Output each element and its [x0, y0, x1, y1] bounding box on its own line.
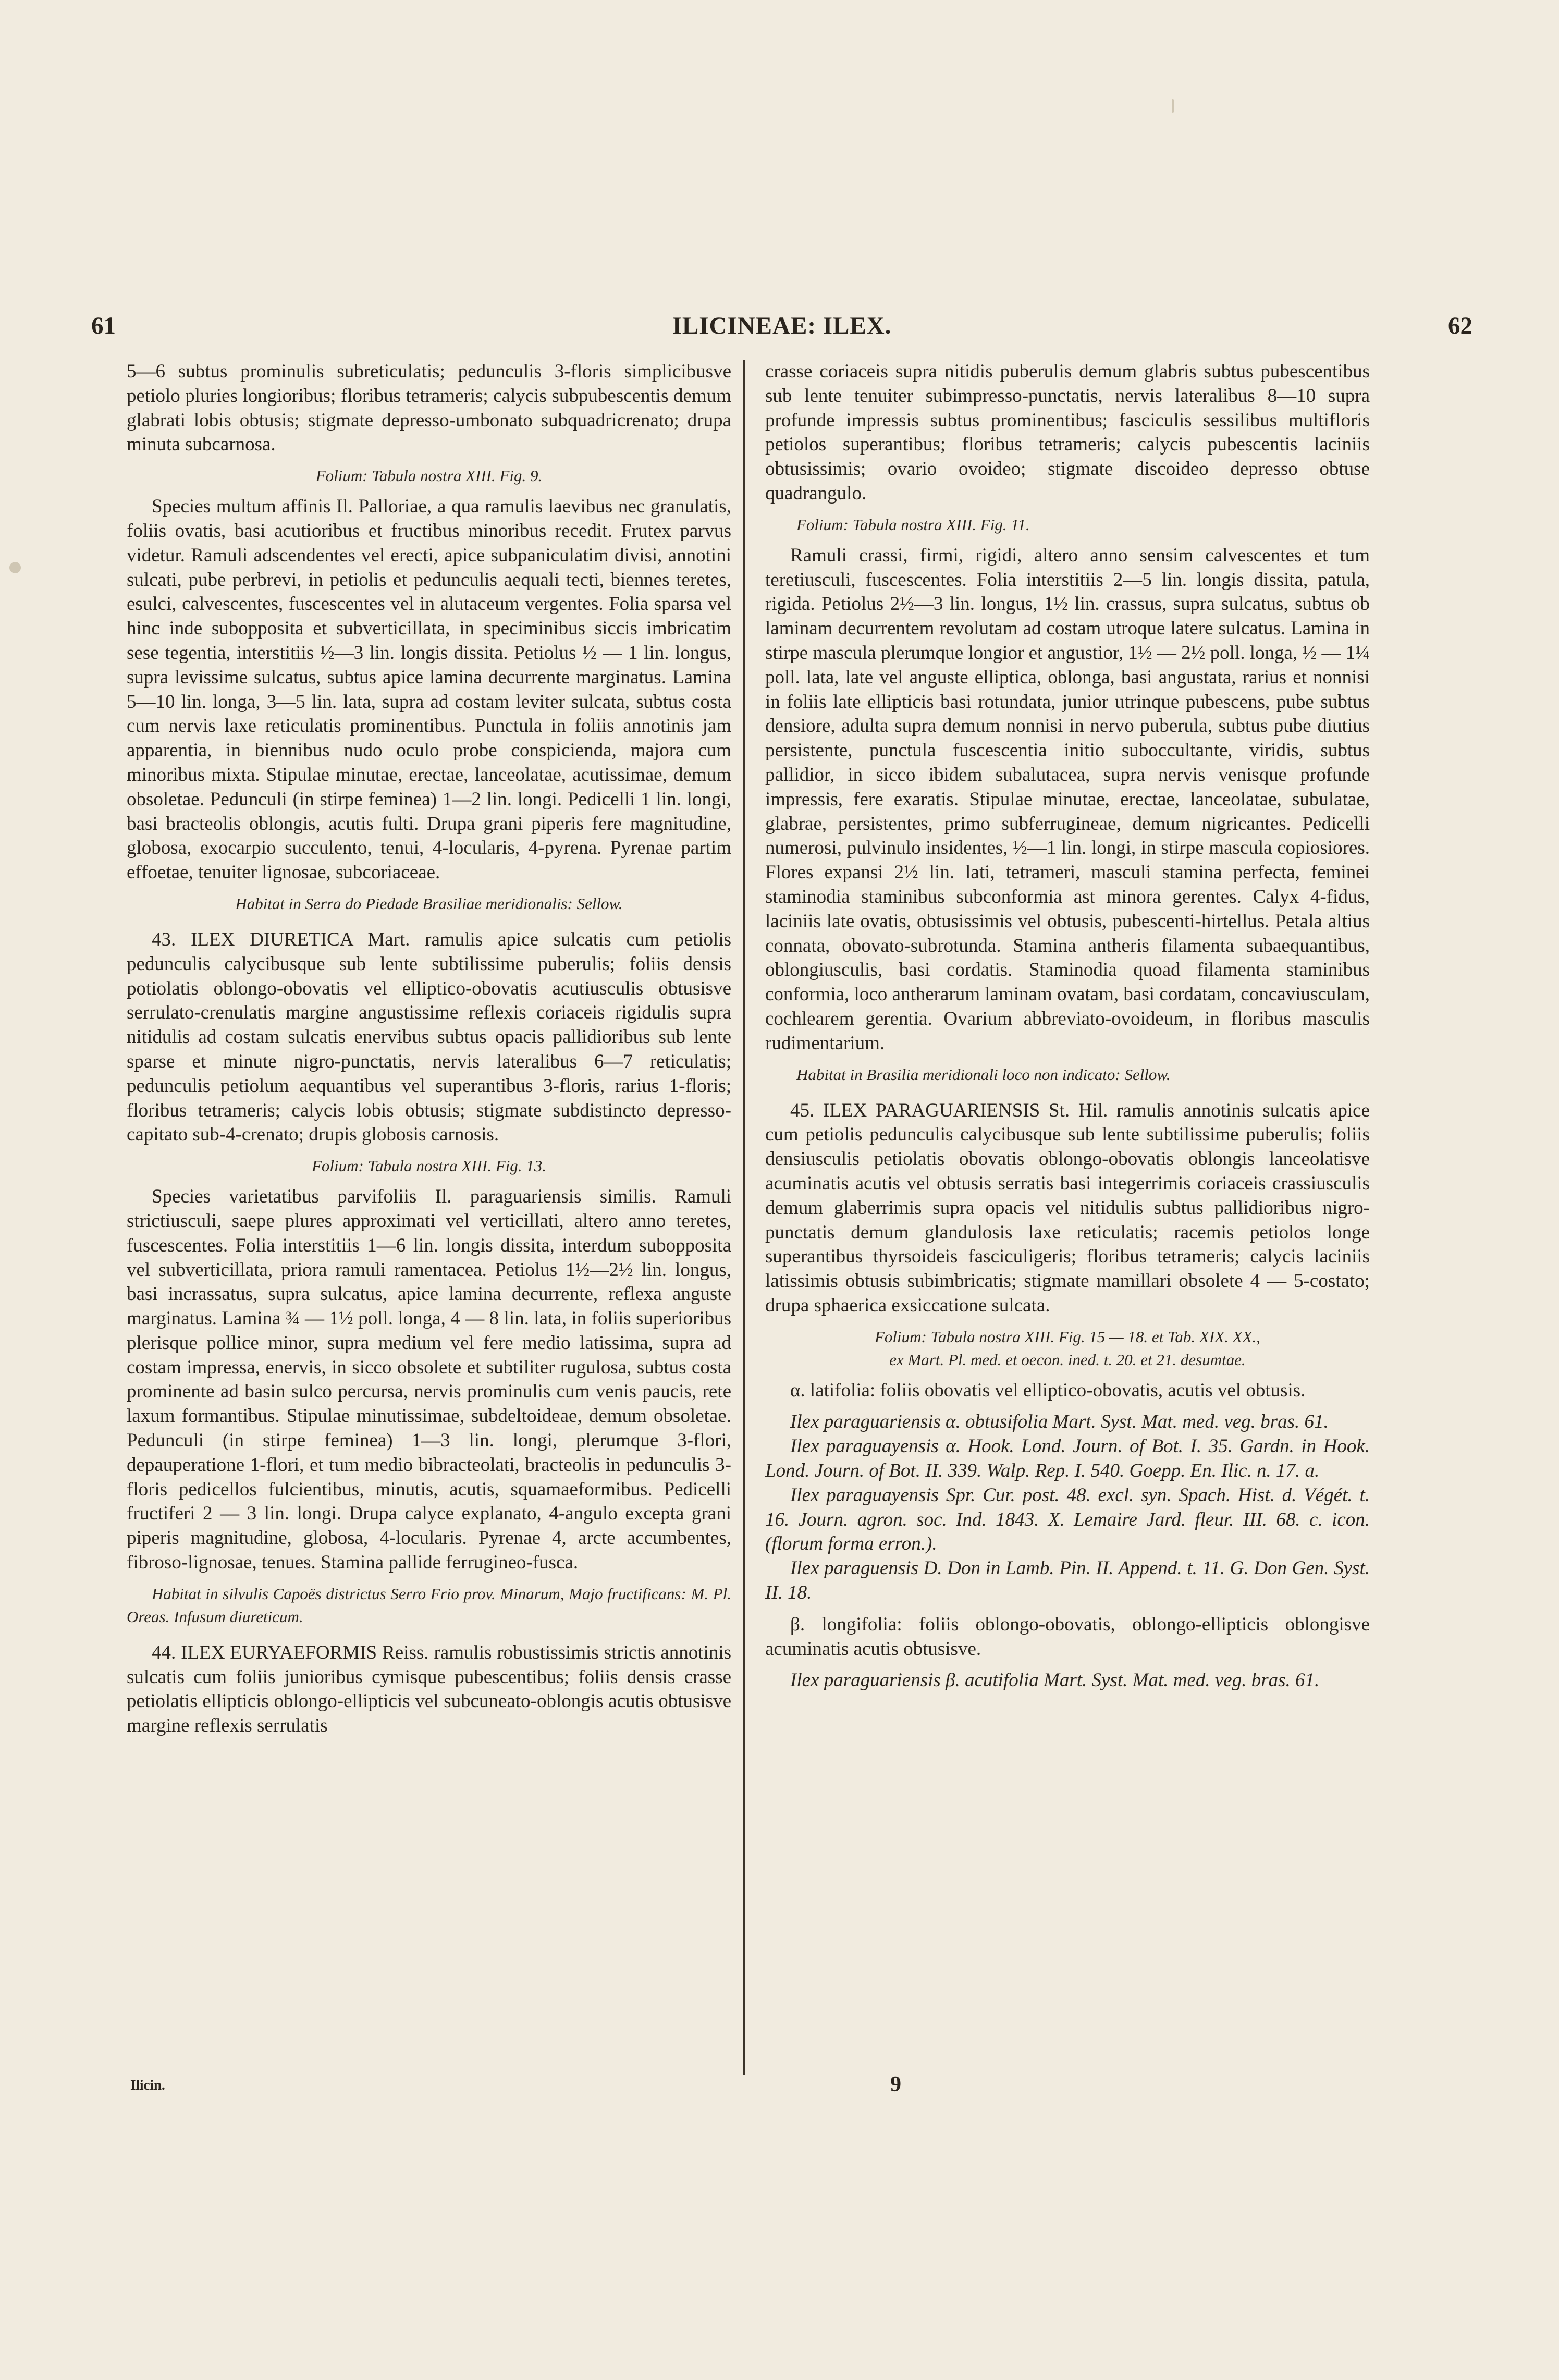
species-42-description: Species multum affinis Il. Palloriae, a qua ramulis laevibus nec granulatis, foliis ovatis, basi acutioribus et fructibus minoribus recedit. Frutex parvus videtur. Ramuli adscendentes vel erecti, apice subpaniculatim divisi, annotini sulcati, pube perbrevi, in petiolis et pedunculis aequali tecti, biennes teretes, esulci, calvescentes, fuscescentes vel in alutaceum vergentes. Folia sparsa vel hinc inde subopposita et subverticillata, in speciminibus siccis imbricatim sese tegentia, interstitiis ½—3 lin. longis dissita. Petiolus ½ — 1 lin. longus, supra levissime sulcatus, subtus apice lamina decurrente marginatus. Lamina 5—10 lin. longa, 3—5 lin. lata, supra ad costam leviter sulcata, subtus costa cum nervis laxe reticulatis prominentibus. Punctula in foliis annotinis jam apparentia, in biennibus nudo oculo probe conspicienda, majora cum minoribus mixta. Stipulae minutae, erectae, lanceolatae, acutissimae, demum obsoletae. Pedunculi (in stirpe feminea) 1—2 lin. longi. Pedicelli 1 lin. longi, basi bracteolis oblongis, acutis fulti. Drupa grani piperis fere magnitudine, globosa, exocarpio succulento, tenui, 4-locularis, 4-pyrena. Pyrenae partim effoetae, tenuiter lignosae, subcoriaceae.: [127, 496, 731, 884]
left-column: [127, 360, 731, 1738]
species-43-description: Species varietatibus parvifoliis Il. paraguariensis similis. Ramuli strictiusculi, saepe plures approximati vel verticillati, altero anno teretes, fuscescentes. Folia interstitiis 1—6 lin. longis dissita, interdum subopposita vel subverticillata, priora ramuli ramentacea. Petiolus 1½—2½ lin. longus, basi incrassatus, supra sulcatus, apice lamina decurrente, reflexa anguste marginatus. Lamina ¾ — 1½ poll. longa, 4 — 8 lin. lata, in foliis superioribus plerisque pollice minor, supra medium vel fere medio latissima, supra ad costam impressa, enervis, in sicco obsolete et subtiliter rugulosa, subtus costa prominente ad basin sulco percursa, nervis prominulis cum venis paucis, rete laxum formantibus. Stipulae minutissimae, subdeltoideae, demum obsoletae. Pedunculi (in stirpe feminea) 1—3 lin. longi, plerumque 3-flori, depauperatione 1-flori, et tum medio bibracteolati, bracteolis in pedunculis 3-floris pedicellos fulcientibus, minutis, acutis, squamaeformibus. Pedicelli fructiferi 2 — 3 lin. longi. Drupa calyce explanato, 4-angulo excepta grani piperis magnitudine, globosa, 4-locularis. Pyrenae 4, arcte accumbentes, fibroso-lignosae, tenues. Stamina pallide ferrugineo-fusca.: [127, 1186, 731, 1574]
synonym: Ilex paraguayensis Spr. Cur. post. 48. excl. syn. Spach. Hist. d. Végét. t. 16. Journ. agron. soc. Ind. 1843. X. Lemaire Jard. fleur. III. 68. c. icon. (florum forma erron.).: [765, 1484, 1370, 1555]
column-divider: [743, 360, 745, 2075]
species-42-diagnosis-end: 5—6 subtus prominulis subreticulatis; pedunculis 3-floris simplicibusve petiolo pluries longioribus; floribus tetrameris; calycis subpubescentis demum glabrati lobis obtusis; stigmate depresso-umbonato subquadricrenato; drupa minuta subcarnosa.: [127, 361, 731, 456]
folium-reference: Folium: Tabula nostra XIII. Fig. 9.: [315, 467, 543, 485]
folium-reference: Folium: Tabula nostra XIII. Fig. 13.: [311, 1157, 547, 1175]
synonym: Ilex paraguayensis α. Hook. Lond. Journ. of Bot. I. 35. Gardn. in Hook. Lond. Journ. of Bot. II. 339. Walp. Rep. I. 540. Goepp. En. Ilic. n. 17. a.: [765, 1436, 1370, 1482]
habitat-note: Habitat in Brasilia meridionali loco non indicato: Sellow.: [796, 1065, 1171, 1084]
running-title: ILICINEAE: ILEX.: [672, 312, 892, 339]
right-column: [765, 360, 1370, 1693]
signature-number: 9: [890, 2072, 901, 2096]
folium-reference: Folium: Tabula nostra XIII. Fig. 15 — 18. et Tab. XIX. XX.,: [875, 1327, 1260, 1346]
folium-reference: Folium: Tabula nostra XIII. Fig. 11.: [796, 515, 1030, 534]
species-45-diagnosis: 45. ILEX PARAGUARIENSIS St. Hil. ramulis annotinis sulcatis apice cum petiolis pedunculis calycibusque sub lente subtilissime puberulis; foliis densiusculis petiolatis obovatis oblongo-obovatis oblongis lanceolatisve acuminatis acutis vel obtusis serratis basi integerrimis coriaceis crassiusculis demum glaberrimis supra opacis vel nitidulis subtus pallidioribus nigro-punctatis demum glandulosis laxe reticulatis; racemis petiolos longe superantibus thyrsoideis fasciculigeris; floribus tetrameris; calycis laciniis latissimis obtusis subimbricatis; stigmate mamillari obsolete 4 — 5-costato; drupa sphaerica exsiccatione sulcata.: [765, 1099, 1370, 1316]
species-44-description: Ramuli crassi, firmi, rigidi, altero anno sensim calvescentes et tum teretiusculi, fuscescentes. Folia interstitiis 2—5 lin. longis dissita, patula, rigida. Petiolus 2½—3 lin. longus, 1½ lin. crassus, supra sulcatus, subtus ob laminam decurrentem revolutam ad costam utroque latere sulcatus. Lamina in stirpe mascula plerumque longior et angustior, 1½ — 2½ poll. longa, ½ — 1¼ poll. lata, late vel anguste elliptica, oblonga, basi angustata, rarius et nonnisi in foliis late ellipticis basi rotundata, junior utrinque pubescens, pube subtus densiore, adulta supra demum nonnisi in nervo puberula, subtus pube diutius persistente, punctula fuscescentia initio suboccultante, viridis, subtus pallidior, in sicco ibidem subalutacea, supra nervis venisque profunde impressis, fere exaratis. Stipulae minutae, erectae, lanceolatae, subulatae, glabrae, persistentes, primo subferrugineae, demum nigricantes. Pedicelli numerosi, pulvinulo insidentes, ½—1 lin. longi, in stirpe mascula copiosiores. Flores expansi 2½ lin. lati, tetrameri, masculi stamina perfecta, feminei staminodia staminibus subconformia ast minora gerentes. Calyx 4-fidus, laciniis late ovatis, obtusissimis vel obtusis, pubescenti-hirtellus. Petala altius connata, obovato-subrotunda. Stamina antheris filamenta subaequantibus, oblongiusculis, basi cordatis. Staminodia quoad filamenta staminibus conformia, loco antherarum laminam ovatam, basi cordatam, concaviusculam, cochlearem gerentia. Ovarium abbreviato-ovoideum, in floribus masculis rudimentarium.: [765, 544, 1370, 1054]
synonym: Ilex paraguensis D. Don in Lamb. Pin. II. Append. t. 11. G. Don Gen. Syst. II. 18.: [765, 1557, 1370, 1604]
page-mark: [1172, 99, 1174, 113]
habitat-note: Habitat in silvulis Capoës districtus Serro Frio prov. Minarum, Majo fructificans: M. Pl. Oreas. Infusum diureticum.: [127, 1584, 731, 1626]
species-43-diagnosis: 43. ILEX DIURETICA Mart. ramulis apice sulcatis cum petiolis pedunculis calycibusque sub lente subtilissime puberulis; foliis densis potiolatis oblongo-obovatis vel elliptico-obovatis acutiusculis obtusisve serrulato-crenulatis margine angustissime reflexis coriaceis rigidulis supra nitidulis ad costam sulcatis enervibus subtus opacis pallidioribus sub lente sparse et minute nigro-punctatis, nervis lateralibus 6—7 reticulatis; pedunculis petiolum aequantibus vel superantibus 3-floris, rarius 1-floris; floribus tetrameris; calycis lobis obtusis; stigmate subdistincto depresso-capitato sub-4-crenato; drupis globosis carnosis.: [127, 928, 731, 1146]
variety-alpha: α. latifolia: foliis obovatis vel elliptico-obovatis, acutis vel obtusis.: [790, 1379, 1306, 1401]
synonym: Ilex paraguariensis β. acutifolia Mart. Syst. Mat. med. veg. bras. 61.: [790, 1670, 1320, 1691]
habitat-note: Habitat in Serra do Piedade Brasiliae meridionalis: Sellow.: [235, 894, 623, 913]
signature-mark: Ilicin.: [130, 2077, 165, 2093]
folium-reference-cont: ex Mart. Pl. med. et oecon. ined. t. 20. et 21. desumtae.: [889, 1350, 1246, 1369]
running-header: [91, 312, 1472, 343]
species-44-diagnosis: 44. ILEX EURYAEFORMIS Reiss. ramulis robustissimis strictis annotinis sulcatis cum foliis junioribus cymisque pubescentibus; foliis densis crasse petiolatis ellipticis oblongo-ellipticis vel subcuneato-oblongis acutis obtusisve margine reflexis serrulatis: [127, 1641, 731, 1737]
species-44-diagnosis-end: crasse coriaceis supra nitidis puberulis demum glabris subtus pubescentibus sub lente tenuiter subimpresso-punctatis, nervis lateralibus 8—10 supra profunde impressis subtus prominentibus; fasciculis sessilibus multifloris petiolos superantibus; floribus tetrameris; calycis pubescentis laciniis obtusissimis; ovario ovoideo; stigmate discoideo depresso obtuse quadrangulo.: [765, 361, 1370, 504]
page-number-left: 61: [91, 312, 116, 339]
page-number-right: 62: [1448, 312, 1472, 339]
page-speck: [9, 562, 21, 573]
variety-beta: β. longifolia: foliis oblongo-obovatis, oblongo-ellipticis oblongisve acuminatis acutis obtusisve.: [765, 1613, 1370, 1660]
synonym: Ilex paraguariensis α. obtusifolia Mart. Syst. Mat. med. veg. bras. 61.: [790, 1411, 1329, 1433]
